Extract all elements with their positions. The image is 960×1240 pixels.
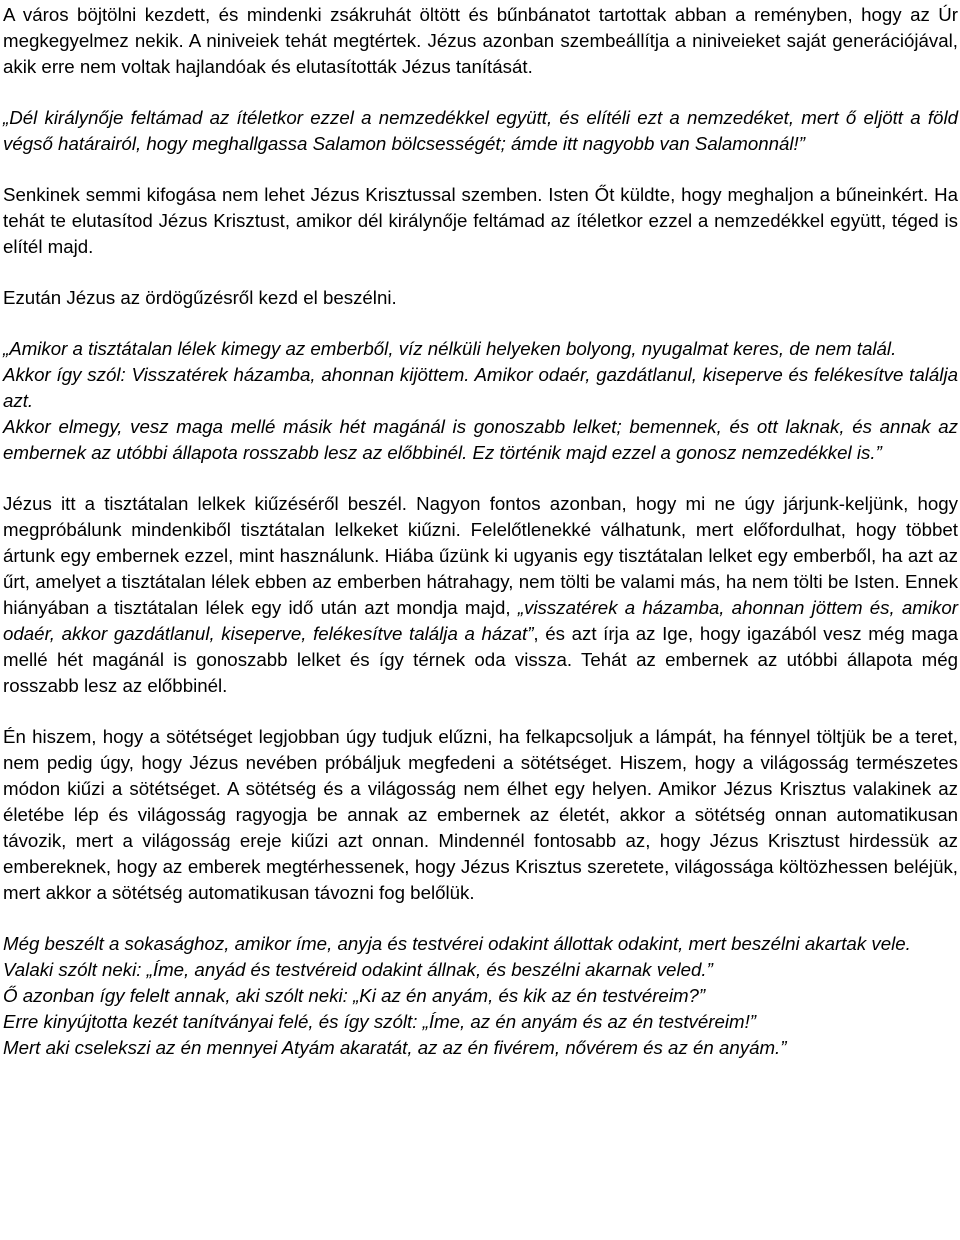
quote-unclean-spirit-1: „Amikor a tisztátalan lélek kimegy az emberből, víz nélküli helyeken bolyong, nyugalmat keres, de nem talál.: [3, 338, 897, 359]
paragraph-exorcism-intro: Ezután Jézus az ördögűzésről kezd el beszélni.: [3, 287, 397, 308]
document-page: [3, 2, 958, 1061]
paragraph-cast-out-part-1: Jézus itt a tisztátalan lelkek kiűzéséről beszél. Nagyon fontos azonban, hogy mi ne úgy járjunk-keljünk, hogy megpróbálunk mindenkiből tisztátalan lelkeket kiűzni. Felelőtlenekké válhatunk, mert előfordulhat, hogy többet ártunk egy embernek ezzel, mint használunk. Hiába űzünk ki ugyanis egy tisztátalan lelket egy emberből, ha azt az űrt, amelyet a tisztátalan lélek ebben az emberben hátrahagy, nem tölti be valami más, ha nem tölti be Isten. Ennek hiányában a tisztátalan lélek egy idő után azt mondja majd,: [3, 493, 958, 618]
paragraph-light-darkness: Én hiszem, hogy a sötétséget legjobban úgy tudjuk elűzni, ha felkapcsoljuk a lámpát, ha fénnyel töltjük be a teret, nem pedig úgy, hogy Jézus nevében próbáljuk megfedeni a sötétséget. Hiszem, hogy a világosság természetes módon kiűzi a sötétséget. A sötétség és a világosság nem élhet egy helyen. Amikor Jézus Krisztus valakinek az életébe lép és világosság ragyogja be annak az embernek az életét, akkor a sötétség onnan automatikusan távozik, mert a világosság ereje kiűzi azt onnan. Mindennél fontosabb az, hogy Jézus Krisztust hirdessük az embereknek, hogy az emberek megtérhessenek, hogy Jézus Krisztus szeretete, világossága költözhessen beléjük, mert akkor a sötétség automatikusan távozni fog belőlük.: [3, 726, 958, 903]
paragraph-nineveh: A város böjtölni kezdett, és mindenki zsákruhát öltött és bűnbánatot tartottak abban a reményben, hogy az Úr megkegyelmez nekik. A niniveiek tehát megtértek. Jézus azonban szembeállítja a niniveieket saját generációjával, akik erre nem voltak hajlandóak és elutasították Jézus tanítását.: [3, 4, 958, 77]
quote-mother-brothers-2: Valaki szólt neki: „Íme, anyád és testvéreid odakint állnak, és beszélni akarnak veled.”: [3, 959, 713, 980]
quote-queen-of-south: „Dél királynője feltámad az ítéletkor ezzel a nemzedékkel együtt, és elítéli ezt a nemzedéket, mert ő eljött a föld végső határairól, hogy meghallgassa Salamon bölcsességét; ámde itt nagyobb van Salamonnál!”: [3, 107, 958, 154]
quote-unclean-spirit-2: Akkor így szól: Visszatérek házamba, ahonnan kijöttem. Amikor odaér, gazdátlanul, kiseperve és felékesítve találja azt.: [3, 364, 958, 411]
quote-mother-brothers-4: Erre kinyújtotta kezét tanítványai felé, és így szólt: „Íme, az én anyám és az én testvéreim!”: [3, 1011, 757, 1032]
quote-mother-brothers-1: Még beszélt a sokasághoz, amikor íme, anyja és testvérei odakint állottak odakint, mert beszélni akartak vele.: [3, 933, 911, 954]
paragraph-cast-out-quote: „visszatérek a házamba, ahonnan jöttem és, amikor odaér, akkor gazdátlanul, kiseperve, felékesítve találja a házat”: [3, 597, 958, 644]
quote-unclean-spirit-3: Akkor elmegy, vesz maga mellé másik hét magánál is gonoszabb lelket; bemennek, és ott laknak, és annak az embernek az utóbbi állapota rosszabb lesz az előbbinél. Ez történik majd ezzel a gonosz nemzedékkel is.”: [3, 416, 958, 463]
quote-mother-brothers-3: Ő azonban így felelt annak, aki szólt neki: „Ki az én anyám, és kik az én testvéreim?”: [3, 985, 706, 1006]
paragraph-cast-out-part-2: , és azt írja az Ige, hogy igazából vesz még maga mellé hét magánál is gonoszabb lelket és így térnek oda vissza. Tehát az embernek az utóbbi állapota még rosszabb lesz az előbbinél.: [3, 623, 958, 696]
quote-mother-brothers-5: Mert aki cselekszi az én mennyei Atyám akaratát, az az én fivérem, nővérem és az én anyám.”: [3, 1037, 787, 1058]
paragraph-no-objection: Senkinek semmi kifogása nem lehet Jézus Krisztussal szemben. Isten Őt küldte, hogy meghaljon a bűneinkért. Ha tehát te elutasítod Jézus Krisztust, amikor dél királynője feltámad az ítéletkor ezzel a nemzedékkel együtt, téged is elítél majd.: [3, 184, 958, 257]
paragraph-cast-out-spirits: [3, 491, 958, 699]
